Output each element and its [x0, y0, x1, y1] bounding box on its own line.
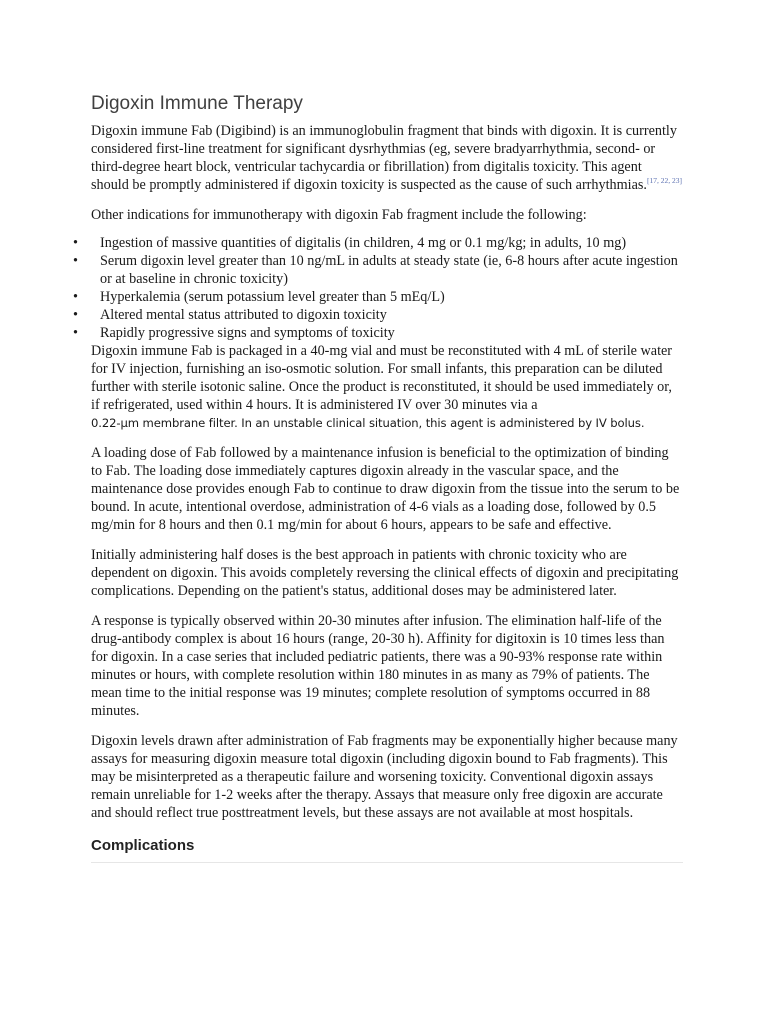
list-item-text: Altered mental status attributed to digoxin toxicity: [100, 307, 387, 323]
indications-list: [73, 234, 683, 342]
list-item: [73, 306, 683, 324]
intro-paragraph: [91, 122, 683, 194]
response-paragraph: A response is typically observed within 20-30 minutes after infusion. The elimination half-life of the drug-antibody complex is about 16 hours (range, 20-30 h). Affinity for digitoxin is 10 times less than for digoxin. In a case series that included pediatric patients, there was a 90-93% response rate within minutes or hours, with complete resolution within 180 minutes in as many as 79% of patients. The mean time to the initial response was 19 minutes; complete resolution of symptoms occurred in 88 minutes.: [91, 613, 665, 719]
list-item-text: Serum digoxin level greater than 10 ng/mL in adults at steady state (ie, 6-8 hours after acute ingestion or at baseline in chronic toxicity): [100, 253, 678, 287]
bullet-icon: •: [73, 235, 78, 251]
document-page: [73, 92, 683, 863]
bullet-icon: •: [73, 289, 78, 305]
other-indications-text: Other indications for immunotherapy with digoxin Fab fragment include the following:: [91, 207, 587, 223]
list-item: [73, 252, 683, 288]
page-title: Digoxin Immune Therapy: [91, 93, 303, 114]
complications-heading: Complications: [91, 837, 195, 854]
bullet-icon: •: [73, 325, 78, 341]
list-item-text: Ingestion of massive quantities of digitalis (in children, 4 mg or 0.1 mg/kg; in adults, 10 mg): [100, 235, 627, 251]
packaging-paragraph: [91, 342, 683, 432]
bullet-icon: •: [73, 307, 78, 323]
list-item-text: Rapidly progressive signs and symptoms of toxicity: [100, 325, 395, 341]
intro-text: Digoxin immune Fab (Digibind) is an immunoglobulin fragment that binds with digoxin. It is currently considered first-line treatment for significant dysrhythmias (eg, severe bradyarrhythmia, second- or third-degree heart block, ventricular tachycardia or fibrillation) from digitalis toxicity. This agent should be promptly administered if digoxin toxicity is suspected as the cause of such arrhythmias.: [91, 123, 677, 193]
list-item: [73, 288, 683, 306]
digoxin-levels-paragraph: Digoxin levels drawn after administration of Fab fragments may be exponentially higher because many assays for measuring digoxin measure total digoxin (including digoxin bound to Fab fragments). This may be misinterpreted as a therapeutic failure and worsening toxicity. Conventional digoxin assays remain unreliable for 1-2 weeks after the therapy. Assays that measure only free digoxin are accurate and should reflect true posttreatment levels, but these assays are not available at most hospitals.: [91, 733, 678, 821]
list-item-text: Hyperkalemia (serum potassium level greater than 5 mEq/L): [100, 289, 445, 305]
section-divider: [91, 862, 683, 863]
list-item: [73, 234, 683, 252]
packaging-tail-text: 0.22-μm membrane filter. In an unstable clinical situation, this agent is administered by IV bolus.: [91, 416, 645, 430]
loading-dose-paragraph: A loading dose of Fab followed by a maintenance infusion is beneficial to the optimization of binding to Fab. The loading dose immediately captures digoxin already in the vascular space, and the maintenance dose provides enough Fab to continue to draw digoxin from the tissue into the serum to be bound. In acute, intentional overdose, administration of 4-6 vials as a loading dose, followed by 0.5 mg/min for 8 hours and then 0.1 mg/min for about 6 hours, appears to be safe and effective.: [91, 445, 680, 533]
list-item: [73, 324, 683, 342]
half-doses-paragraph: Initially administering half doses is the best approach in patients with chronic toxicity who are dependent on digoxin. This avoids completely reversing the clinical effects of digoxin and precipitating complications. Depending on the patient's status, additional doses may be administered later.: [91, 547, 679, 599]
packaging-text: Digoxin immune Fab is packaged in a 40-mg vial and must be reconstituted with 4 mL of sterile water for IV injection, furnishing an iso-osmotic solution. For small infants, this preparation can be diluted further with sterile isotonic saline. Once the product is reconstituted, it should be used immediately or, if refrigerated, used within 4 hours. It is administered IV over 30 minutes via a: [91, 343, 673, 413]
bullet-icon: •: [73, 253, 78, 269]
citation-link[interactable]: [17, 22, 23]: [646, 176, 682, 185]
